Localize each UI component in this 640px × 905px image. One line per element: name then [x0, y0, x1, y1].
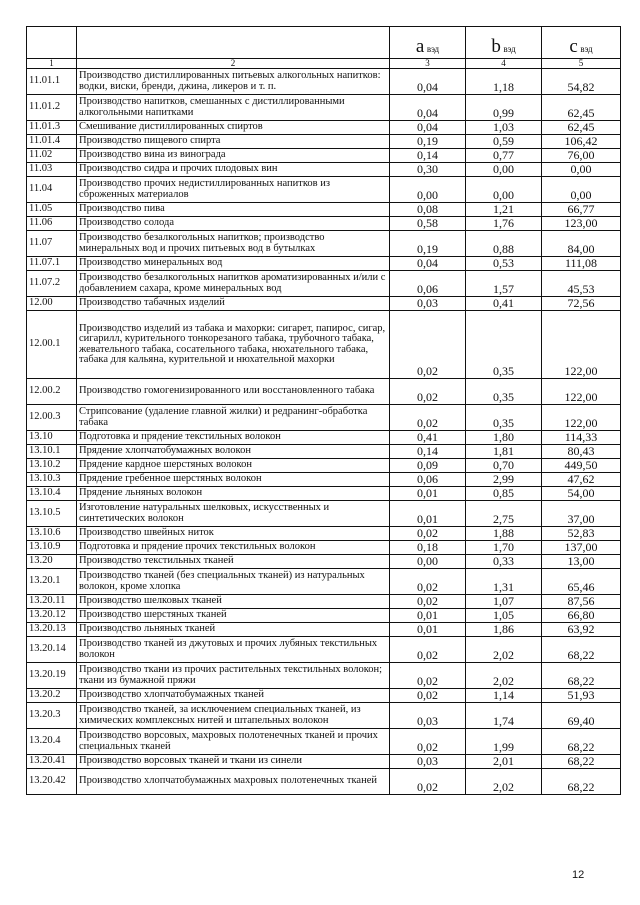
activity-name-cell: Производство изделий из табака и махорки: сигарет, папирос, сигар, сигарилл, курительного тонкорезаного табака, трубочного табака, жевательного табака, сосательного табака, нюхательного табака, табака для кальяна, курительной и нюхательной махорки	[77, 311, 390, 379]
coef-a-cell: 0,02	[390, 569, 466, 595]
coef-a-cell: 0,01	[390, 501, 466, 527]
code-cell: 11.07.1	[27, 257, 77, 271]
table-row	[27, 379, 621, 405]
activity-name-cell: Прядение кардное шерстяных волокон	[77, 459, 390, 473]
table-row	[27, 445, 621, 459]
coef-a-cell: 0,02	[390, 663, 466, 689]
activity-name-cell: Производство ткани из прочих растительных текстильных волокон; ткани из бумажной пряжи	[77, 663, 390, 689]
coef-a-cell: 0,02	[390, 689, 466, 703]
coef-c-cell: 66,80	[542, 609, 621, 623]
code-cell: 11.05	[27, 203, 77, 217]
coef-a-cell: 0,02	[390, 595, 466, 609]
coef-b-cell: 0,53	[466, 257, 542, 271]
table-row	[27, 431, 621, 445]
coef-c-cell: 123,00	[542, 217, 621, 231]
coef-b-cell: 2,99	[466, 473, 542, 487]
coef-b-cell: 0,99	[466, 95, 542, 121]
coef-c-cell: 62,45	[542, 121, 621, 135]
code-cell: 12.00.3	[27, 405, 77, 431]
code-cell: 11.06	[27, 217, 77, 231]
coef-b-cell: 0,35	[466, 311, 542, 379]
code-cell: 12.00	[27, 297, 77, 311]
coef-b-cell: 1,14	[466, 689, 542, 703]
code-cell: 13.10.1	[27, 445, 77, 459]
table-row	[27, 755, 621, 769]
coef-c-cell: 68,22	[542, 769, 621, 795]
header-b-letter: b	[491, 36, 501, 57]
coef-c-cell: 111,08	[542, 257, 621, 271]
table-row	[27, 297, 621, 311]
coef-c-cell: 47,62	[542, 473, 621, 487]
header-a-sub: вэд	[426, 44, 440, 54]
coef-a-cell: 0,08	[390, 203, 466, 217]
activity-name-cell: Производство безалкогольных напитков ароматизированных и/или с добавлением сахара, кроме минеральных вод	[77, 271, 390, 297]
coef-b-cell: 1,80	[466, 431, 542, 445]
activity-name-cell: Производство хлопчатобумажных тканей	[77, 689, 390, 703]
activity-name-cell: Производство шерстяных тканей	[77, 609, 390, 623]
coef-c-cell: 37,00	[542, 501, 621, 527]
table-row	[27, 311, 621, 379]
coef-b-cell: 1,21	[466, 203, 542, 217]
table-row	[27, 729, 621, 755]
table-row	[27, 689, 621, 703]
coef-a-cell: 0,01	[390, 609, 466, 623]
activity-name-cell: Подготовка и прядение прочих текстильных волокон	[77, 541, 390, 555]
table-row	[27, 69, 621, 95]
coef-a-cell: 0,03	[390, 297, 466, 311]
code-cell: 11.02	[27, 149, 77, 163]
coef-b-cell: 1,81	[466, 445, 542, 459]
code-cell: 11.07	[27, 231, 77, 257]
activity-name-cell: Производство хлопчатобумажных махровых полотенечных тканей	[77, 769, 390, 795]
code-cell: 13.20.42	[27, 769, 77, 795]
coef-b-cell: 0,35	[466, 405, 542, 431]
activity-name-cell: Прядение гребенное шерстяных волокон	[77, 473, 390, 487]
activity-name-cell: Производство вина из винограда	[77, 149, 390, 163]
coef-c-cell: 68,22	[542, 637, 621, 663]
table-row	[27, 405, 621, 431]
coef-a-cell: 0,01	[390, 623, 466, 637]
coef-c-cell: 87,56	[542, 595, 621, 609]
coef-a-cell: 0,30	[390, 163, 466, 177]
column-number: 2	[77, 59, 390, 69]
code-cell: 11.01.4	[27, 135, 77, 149]
coef-a-cell: 0,02	[390, 769, 466, 795]
coef-c-cell: 51,93	[542, 689, 621, 703]
header-b-sub: вэд	[503, 44, 516, 54]
coef-b-cell: 0,33	[466, 555, 542, 569]
activity-name-cell: Производство сидра и прочих плодовых вин	[77, 163, 390, 177]
coef-a-cell: 0,19	[390, 135, 466, 149]
coef-c-cell: 45,53	[542, 271, 621, 297]
coef-c-cell: 80,43	[542, 445, 621, 459]
coef-a-cell: 0,02	[390, 405, 466, 431]
table-row	[27, 609, 621, 623]
coef-c-cell: 76,00	[542, 149, 621, 163]
code-cell: 11.04	[27, 177, 77, 203]
table-row	[27, 121, 621, 135]
table-body	[27, 27, 621, 795]
coef-b-cell: 0,35	[466, 379, 542, 405]
coef-c-cell: 54,82	[542, 69, 621, 95]
activity-name-cell: Производство ворсовых тканей и ткани из синели	[77, 755, 390, 769]
coef-b-cell: 2,01	[466, 755, 542, 769]
table-row	[27, 231, 621, 257]
activity-name-cell: Смешивание дистиллированных спиртов	[77, 121, 390, 135]
coef-b-cell: 1,31	[466, 569, 542, 595]
header-row	[27, 27, 621, 59]
coef-c-cell: 65,46	[542, 569, 621, 595]
table-row	[27, 501, 621, 527]
table-row	[27, 623, 621, 637]
code-cell: 13.10.3	[27, 473, 77, 487]
code-cell: 13.10.4	[27, 487, 77, 501]
coef-b-cell: 1,07	[466, 595, 542, 609]
code-cell: 13.20.14	[27, 637, 77, 663]
coef-a-cell: 0,02	[390, 527, 466, 541]
activity-name-cell: Производство дистиллированных питьевых алкогольных напитков: водки, виски, бренди, джина, ликеров и т. п.	[77, 69, 390, 95]
table-row	[27, 663, 621, 689]
coef-c-cell: 52,83	[542, 527, 621, 541]
coef-c-cell: 122,00	[542, 379, 621, 405]
coef-a-cell: 0,03	[390, 703, 466, 729]
coef-c-cell: 63,92	[542, 623, 621, 637]
activity-name-cell: Производство солода	[77, 217, 390, 231]
coef-a-cell: 0,00	[390, 555, 466, 569]
coef-b-cell: 0,00	[466, 177, 542, 203]
table-row	[27, 163, 621, 177]
table-row	[27, 769, 621, 795]
coef-b-cell: 1,99	[466, 729, 542, 755]
column-number: 5	[542, 59, 621, 69]
coef-b-cell: 1,18	[466, 69, 542, 95]
table-row	[27, 487, 621, 501]
header-a-letter: a	[415, 36, 425, 57]
code-cell: 13.20.11	[27, 595, 77, 609]
code-cell: 13.20.3	[27, 703, 77, 729]
coef-c-cell: 69,40	[542, 703, 621, 729]
coef-a-cell: 0,14	[390, 149, 466, 163]
table-row	[27, 459, 621, 473]
activity-name-cell: Производство тканей (без специальных тканей) из натуральных волокон, кроме хлопка	[77, 569, 390, 595]
header-b-cell	[466, 27, 542, 59]
coef-b-cell: 1,88	[466, 527, 542, 541]
coef-b-cell: 1,74	[466, 703, 542, 729]
table-row	[27, 271, 621, 297]
code-cell: 13.20.12	[27, 609, 77, 623]
code-cell: 13.10	[27, 431, 77, 445]
activity-name-cell: Прядение хлопчатобумажных волокон	[77, 445, 390, 459]
coef-c-cell: 84,00	[542, 231, 621, 257]
coef-a-cell: 0,06	[390, 473, 466, 487]
coef-c-cell: 68,22	[542, 755, 621, 769]
code-cell: 11.07.2	[27, 271, 77, 297]
header-a-cell	[390, 27, 466, 59]
coef-b-cell: 0,70	[466, 459, 542, 473]
coef-c-cell: 122,00	[542, 405, 621, 431]
column-number: 1	[27, 59, 77, 69]
table-row	[27, 637, 621, 663]
activity-name-cell: Производство безалкогольных напитков; производство минеральных вод и прочих питьевых вод в бутылках	[77, 231, 390, 257]
coef-b-cell: 1,57	[466, 271, 542, 297]
coef-b-cell: 2,75	[466, 501, 542, 527]
code-cell: 13.20.13	[27, 623, 77, 637]
code-cell: 12.00.2	[27, 379, 77, 405]
coef-c-cell: 62,45	[542, 95, 621, 121]
header-c-cell	[542, 27, 621, 59]
activity-name-cell: Изготовление натуральных шелковых, искусственных и синтетических волокон	[77, 501, 390, 527]
coef-a-cell: 0,04	[390, 69, 466, 95]
coef-b-cell: 0,88	[466, 231, 542, 257]
coef-a-cell: 0,19	[390, 231, 466, 257]
column-number: 3	[390, 59, 466, 69]
table-row	[27, 217, 621, 231]
coef-b-cell: 2,02	[466, 769, 542, 795]
table-row	[27, 527, 621, 541]
code-cell: 13.10.6	[27, 527, 77, 541]
coef-a-cell: 0,41	[390, 431, 466, 445]
coef-c-cell: 114,33	[542, 431, 621, 445]
coef-b-cell: 1,05	[466, 609, 542, 623]
code-cell: 13.20.4	[27, 729, 77, 755]
coef-b-cell: 2,02	[466, 663, 542, 689]
activity-name-cell: Стрипсование (удаление главной жилки) и редранинг-обработка табака	[77, 405, 390, 431]
activity-name-cell: Производство текстильных тканей	[77, 555, 390, 569]
code-cell: 13.10.9	[27, 541, 77, 555]
activity-name-cell: Производство пищевого спирта	[77, 135, 390, 149]
coef-b-cell: 1,76	[466, 217, 542, 231]
code-cell: 13.10.5	[27, 501, 77, 527]
coef-a-cell: 0,06	[390, 271, 466, 297]
coef-b-cell: 1,86	[466, 623, 542, 637]
table-row	[27, 135, 621, 149]
coef-c-cell: 54,00	[542, 487, 621, 501]
activity-name-cell: Производство льняных тканей	[77, 623, 390, 637]
coef-c-cell: 72,56	[542, 297, 621, 311]
activity-name-cell: Производство швейных ниток	[77, 527, 390, 541]
table-row	[27, 177, 621, 203]
coef-a-cell: 0,02	[390, 311, 466, 379]
coef-a-cell: 0,14	[390, 445, 466, 459]
coef-c-cell: 0,00	[542, 163, 621, 177]
activity-name-cell: Производство напитков, смешанных с дистиллированными алкогольными напитками	[77, 95, 390, 121]
column-number-row	[27, 59, 621, 69]
coef-a-cell: 0,01	[390, 487, 466, 501]
page-number: 12	[572, 869, 585, 881]
coef-b-cell: 0,77	[466, 149, 542, 163]
table-row	[27, 569, 621, 595]
code-cell: 13.20.2	[27, 689, 77, 703]
coef-b-cell: 1,03	[466, 121, 542, 135]
coef-a-cell: 0,04	[390, 121, 466, 135]
code-cell: 12.00.1	[27, 311, 77, 379]
code-cell: 13.20	[27, 555, 77, 569]
column-number: 4	[466, 59, 542, 69]
coef-c-cell: 137,00	[542, 541, 621, 555]
coef-c-cell: 122,00	[542, 311, 621, 379]
activity-name-cell: Производство минеральных вод	[77, 257, 390, 271]
coef-b-cell: 0,41	[466, 297, 542, 311]
coef-c-cell: 0,00	[542, 177, 621, 203]
code-cell: 13.20.41	[27, 755, 77, 769]
coef-b-cell: 1,70	[466, 541, 542, 555]
activity-name-cell: Производство прочих недистиллированных напитков из сброженных материалов	[77, 177, 390, 203]
code-cell: 11.03	[27, 163, 77, 177]
table-row	[27, 203, 621, 217]
activity-name-cell: Производство тканей из джутовых и прочих лубяных текстильных волокон	[77, 637, 390, 663]
coef-a-cell: 0,02	[390, 637, 466, 663]
coef-c-cell: 106,42	[542, 135, 621, 149]
table-row	[27, 473, 621, 487]
coef-c-cell: 449,50	[542, 459, 621, 473]
activity-name-cell: Производство гомогенизированного или восстановленного табака	[77, 379, 390, 405]
table-row	[27, 95, 621, 121]
header-c-sub: вэд	[580, 44, 593, 54]
coef-c-cell: 68,22	[542, 663, 621, 689]
code-cell: 13.10.2	[27, 459, 77, 473]
coef-a-cell: 0,04	[390, 95, 466, 121]
coef-a-cell: 0,04	[390, 257, 466, 271]
table-row	[27, 595, 621, 609]
activity-name-cell: Подготовка и прядение текстильных волокон	[77, 431, 390, 445]
activity-name-cell: Производство тканей, за исключением специальных тканей, из химических комплексных нитей и штапельных волокон	[77, 703, 390, 729]
code-cell: 13.20.19	[27, 663, 77, 689]
coef-c-cell: 66,77	[542, 203, 621, 217]
coef-c-cell: 68,22	[542, 729, 621, 755]
coef-a-cell: 0,00	[390, 177, 466, 203]
activity-name-cell: Производство табачных изделий	[77, 297, 390, 311]
table-row	[27, 541, 621, 555]
coef-b-cell: 0,59	[466, 135, 542, 149]
header-code-cell	[27, 27, 77, 59]
coef-a-cell: 0,58	[390, 217, 466, 231]
coef-b-cell: 2,02	[466, 637, 542, 663]
code-cell: 13.20.1	[27, 569, 77, 595]
coef-a-cell: 0,02	[390, 379, 466, 405]
header-name-cell	[77, 27, 390, 59]
coef-a-cell: 0,03	[390, 755, 466, 769]
coef-a-cell: 0,09	[390, 459, 466, 473]
coef-b-cell: 0,85	[466, 487, 542, 501]
coef-a-cell: 0,02	[390, 729, 466, 755]
table-row	[27, 149, 621, 163]
coef-b-cell: 0,00	[466, 163, 542, 177]
code-cell: 11.01.3	[27, 121, 77, 135]
table-row	[27, 555, 621, 569]
activity-name-cell: Производство шелковых тканей	[77, 595, 390, 609]
table-row	[27, 257, 621, 271]
coefficients-table	[26, 26, 621, 795]
header-c-letter: c	[569, 36, 578, 57]
coef-a-cell: 0,18	[390, 541, 466, 555]
activity-name-cell: Производство пива	[77, 203, 390, 217]
activity-name-cell: Производство ворсовых, махровых полотенечных тканей и прочих специальных тканей	[77, 729, 390, 755]
code-cell: 11.01.2	[27, 95, 77, 121]
coef-c-cell: 13,00	[542, 555, 621, 569]
activity-name-cell: Прядение льняных волокон	[77, 487, 390, 501]
table-row	[27, 703, 621, 729]
code-cell: 11.01.1	[27, 69, 77, 95]
